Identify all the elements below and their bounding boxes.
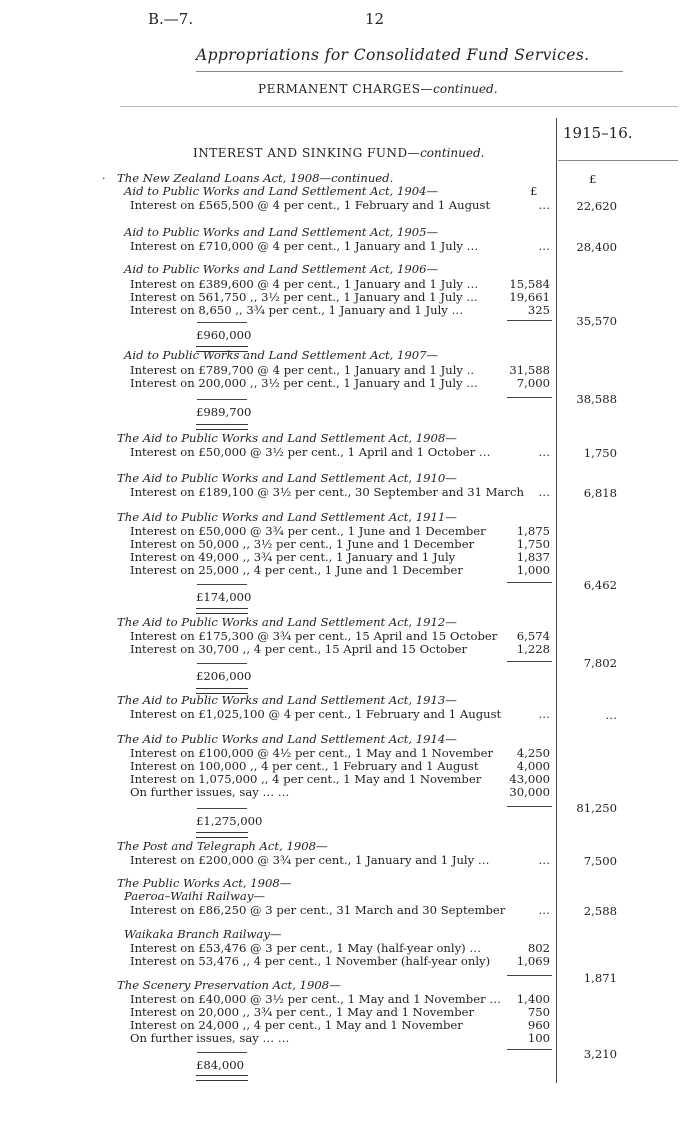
subtitle: PERMANENT CHARGES—continued. [258,82,498,96]
year-total: 6,462 [583,578,617,592]
line-amount: … [538,707,550,721]
principal-total: £1,275,000 [196,814,263,828]
page-number: 12 [365,10,385,28]
principal-double-rule [196,424,248,430]
interest-line: Interest on 100,000 ,, 4 per cent., 1 February and 1 August [130,759,479,773]
line-amount: 43,000 [509,772,550,786]
principal-rule [197,584,247,585]
line-amount: 4,000 [516,759,550,773]
year-total: 81,250 [576,801,617,815]
act-heading: The New Zealand Loans Act, 1908—continued. [117,171,394,185]
section-heading: INTEREST AND SINKING FUND—continued. [193,146,485,160]
interest-line: Interest on 24,000 ,, 4 per cent., 1 May and 1 November [130,1018,463,1032]
principal-rule [197,663,247,664]
year-total: 3,210 [583,1047,617,1061]
act-subheading: Waikaka Branch Railway— [124,927,282,941]
line-amount: … [538,445,550,459]
line-amount: 802 [527,941,550,955]
page-title: Appropriations for Consolidated Fund Services. [196,46,590,64]
principal-double-rule [196,832,248,838]
act-heading: The Aid to Public Works and Land Settlement Act, 1914— [117,732,457,746]
act-heading: The Aid to Public Works and Land Settlement Act, 1912— [117,615,457,629]
principal-total: £206,000 [196,669,252,683]
column-divider [556,118,557,1083]
line-amount: 325 [527,303,550,317]
line-amount: 1,750 [516,537,550,551]
interest-line: Interest on £710,000 @ 4 per cent., 1 January and 1 July … [130,239,479,253]
year-total: 1,871 [583,971,617,985]
subtitle-rule [120,106,678,107]
principal-total: £960,000 [196,328,252,342]
line-amount: 1,228 [516,642,550,656]
line-amount: 7,000 [516,376,550,390]
interest-line: Interest on 50,000 ,, 3½ per cent., 1 June and 1 December [130,537,475,551]
line-amount: 31,588 [509,363,550,377]
subtotal-rule [507,661,552,662]
line-amount: 750 [527,1005,550,1019]
subtotal-rule [507,975,552,976]
title-rule [196,71,623,72]
interest-line: Interest on £389,600 @ 4 per cent., 1 January and 1 July … [130,277,479,291]
interest-line: On further issues, say … … [130,785,290,799]
line-amount: … [538,903,550,917]
interest-line: Interest on £50,000 @ 3½ per cent., 1 April and 1 October … [130,445,491,459]
line-amount: … [538,853,550,867]
year-total: 7,500 [583,854,617,868]
principal-rule [197,808,247,809]
interest-line: Interest on £200,000 @ 3¾ per cent., 1 January and 1 July … [130,853,490,867]
margin-mark: · [102,172,106,185]
line-amount: 4,250 [516,746,550,760]
subtotal-rule [507,320,552,321]
column-header-rule [558,160,678,161]
line-amount: 30,000 [509,785,550,799]
interest-line: Interest on 30,700 ,, 4 per cent., 15 April and 15 October [130,642,468,656]
interest-line: On further issues, say … … [130,1031,290,1045]
year-total: 28,400 [576,240,617,254]
year-total: 2,588 [583,904,617,918]
subtotal-rule [507,806,552,807]
line-amount: … [538,239,550,253]
interest-line: Interest on £86,250 @ 3 per cent., 31 March and 30 September [130,903,506,917]
act-heading: The Aid to Public Works and Land Settlement Act, 1911— [117,510,457,524]
line-amount: 19,661 [509,290,550,304]
act-subheading: Aid to Public Works and Land Settlement Act, 1904— [124,184,439,198]
interest-line: Interest on 49,000 ,, 3¾ per cent., 1 January and 1 July [130,550,456,564]
principal-total: £174,000 [196,590,252,604]
currency-total: £ [589,172,597,186]
principal-rule [197,1052,247,1053]
line-amount: 1,837 [516,550,550,564]
line-amount: 15,584 [509,277,550,291]
interest-line: Interest on £565,500 @ 4 per cent., 1 February and 1 August [130,198,491,212]
year-total: 1,750 [583,446,617,460]
interest-line: Interest on £53,476 @ 3 per cent., 1 May (half-year only) … [130,941,481,955]
principal-total: £989,700 [196,405,252,419]
line-amount: 100 [527,1031,550,1045]
principal-total: £84,000 [196,1058,244,1072]
interest-line: Interest on 20,000 ,, 3¾ per cent., 1 May and 1 November [130,1005,475,1019]
interest-line: Interest on £789,700 @ 4 per cent., 1 January and 1 July .. [130,363,475,377]
line-amount: 960 [527,1018,550,1032]
year-total: 7,802 [583,656,617,670]
interest-line: Interest on £50,000 @ 3¾ per cent., 1 June and 1 December [130,524,486,538]
act-heading: The Aid to Public Works and Land Settlement Act, 1913— [117,693,457,707]
interest-line: Interest on £100,000 @ 4½ per cent., 1 May and 1 November [130,746,494,760]
act-heading: The Aid to Public Works and Land Settlement Act, 1910— [117,471,457,485]
principal-rule [197,399,247,400]
year-total: 6,818 [583,486,617,500]
currency-mid: £ [530,184,538,198]
interest-line: Interest on £189,100 @ 3½ per cent., 30 September and 31 March [130,485,524,499]
principal-double-rule [196,1075,248,1081]
line-amount: 1,875 [516,524,550,538]
act-subheading: Aid to Public Works and Land Settlement Act, 1905— [124,225,439,239]
year-total: 38,588 [576,392,617,406]
subtotal-rule [507,1049,552,1050]
interest-line: Interest on 1,075,000 ,, 4 per cent., 1 May and 1 November [130,772,482,786]
line-amount: … [538,485,550,499]
year-total: … [605,708,617,722]
subtotal-rule [507,397,552,398]
act-heading: The Aid to Public Works and Land Settlement Act, 1908— [117,431,457,445]
principal-rule [197,322,247,323]
interest-line: Interest on £40,000 @ 3½ per cent., 1 May and 1 November … [130,992,501,1006]
interest-line: Interest on 200,000 ,, 3½ per cent., 1 January and 1 July … [130,376,478,390]
year-total: 35,570 [576,314,617,328]
act-subheading: Paeroa–Waihi Railway— [124,889,265,903]
interest-line: Interest on 25,000 ,, 4 per cent., 1 June and 1 December [130,563,463,577]
line-amount: 1,069 [516,954,550,968]
act-subheading: Aid to Public Works and Land Settlement Act, 1907— [124,348,439,362]
principal-double-rule [196,608,248,614]
interest-line: Interest on 53,476 ,, 4 per cent., 1 November (half-year only) [130,954,491,968]
line-amount: 1,000 [516,563,550,577]
line-amount: … [538,198,550,212]
subtotal-rule [507,582,552,583]
act-heading: The Public Works Act, 1908— [117,876,292,890]
report-reference: B.—7. [148,10,194,28]
line-amount: 1,400 [516,992,550,1006]
act-heading: The Scenery Preservation Act, 1908— [117,978,341,992]
act-heading: The Post and Telegraph Act, 1908— [117,839,328,853]
line-amount: 6,574 [516,629,550,643]
act-subheading: Aid to Public Works and Land Settlement Act, 1906— [124,262,439,276]
interest-line: Interest on £175,300 @ 3¾ per cent., 15 April and 15 October [130,629,498,643]
interest-line: Interest on 561,750 ,, 3½ per cent., 1 January and 1 July … [130,290,478,304]
interest-line: Interest on 8,650 ,, 3¾ per cent., 1 January and 1 July … [130,303,464,317]
column-header-year: 1915–16. [563,124,633,142]
interest-line: Interest on £1,025,100 @ 4 per cent., 1 February and 1 August [130,707,502,721]
year-total: 22,620 [576,199,617,213]
